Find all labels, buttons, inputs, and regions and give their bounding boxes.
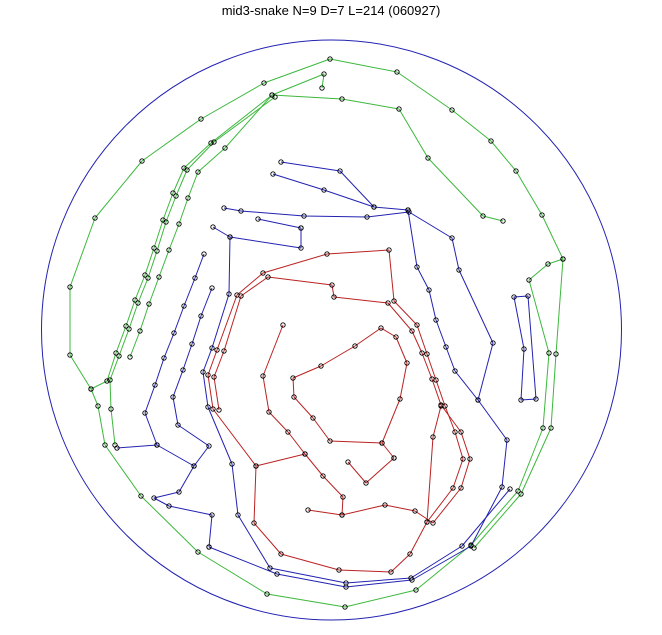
- series-green-diagonal-c: [130, 95, 503, 357]
- series-red-stub-left: [256, 454, 305, 466]
- series-navy-right-rect: [514, 296, 536, 400]
- series-navy-left-ladder-a: [145, 254, 212, 547]
- series-red-stub-inner: [382, 443, 394, 458]
- series-red-inner-loop: [293, 328, 407, 443]
- series-navy-stub-a: [117, 445, 157, 448]
- series-red-vertical: [427, 406, 441, 522]
- series-green-diagonal-a: [91, 74, 324, 389]
- series-red-zigzag: [348, 458, 394, 483]
- plot-title: mid3-snake N=9 D=7 L=214 (060927): [221, 3, 441, 18]
- series-navy-left-ladder-b: [173, 288, 212, 466]
- series-navy-stub-b: [258, 219, 301, 228]
- series-red-middle-arm: [263, 325, 343, 515]
- series-navy-right-inner: [408, 210, 478, 400]
- series-navy-top-zigzag-a: [281, 162, 408, 210]
- series-navy-stub-c: [213, 227, 230, 237]
- series-navy-middle-loop: [209, 208, 507, 587]
- series-green-diagonal-b: [110, 97, 275, 445]
- series-red-second-loop: [214, 277, 470, 523]
- series-green-inner-right: [474, 259, 563, 548]
